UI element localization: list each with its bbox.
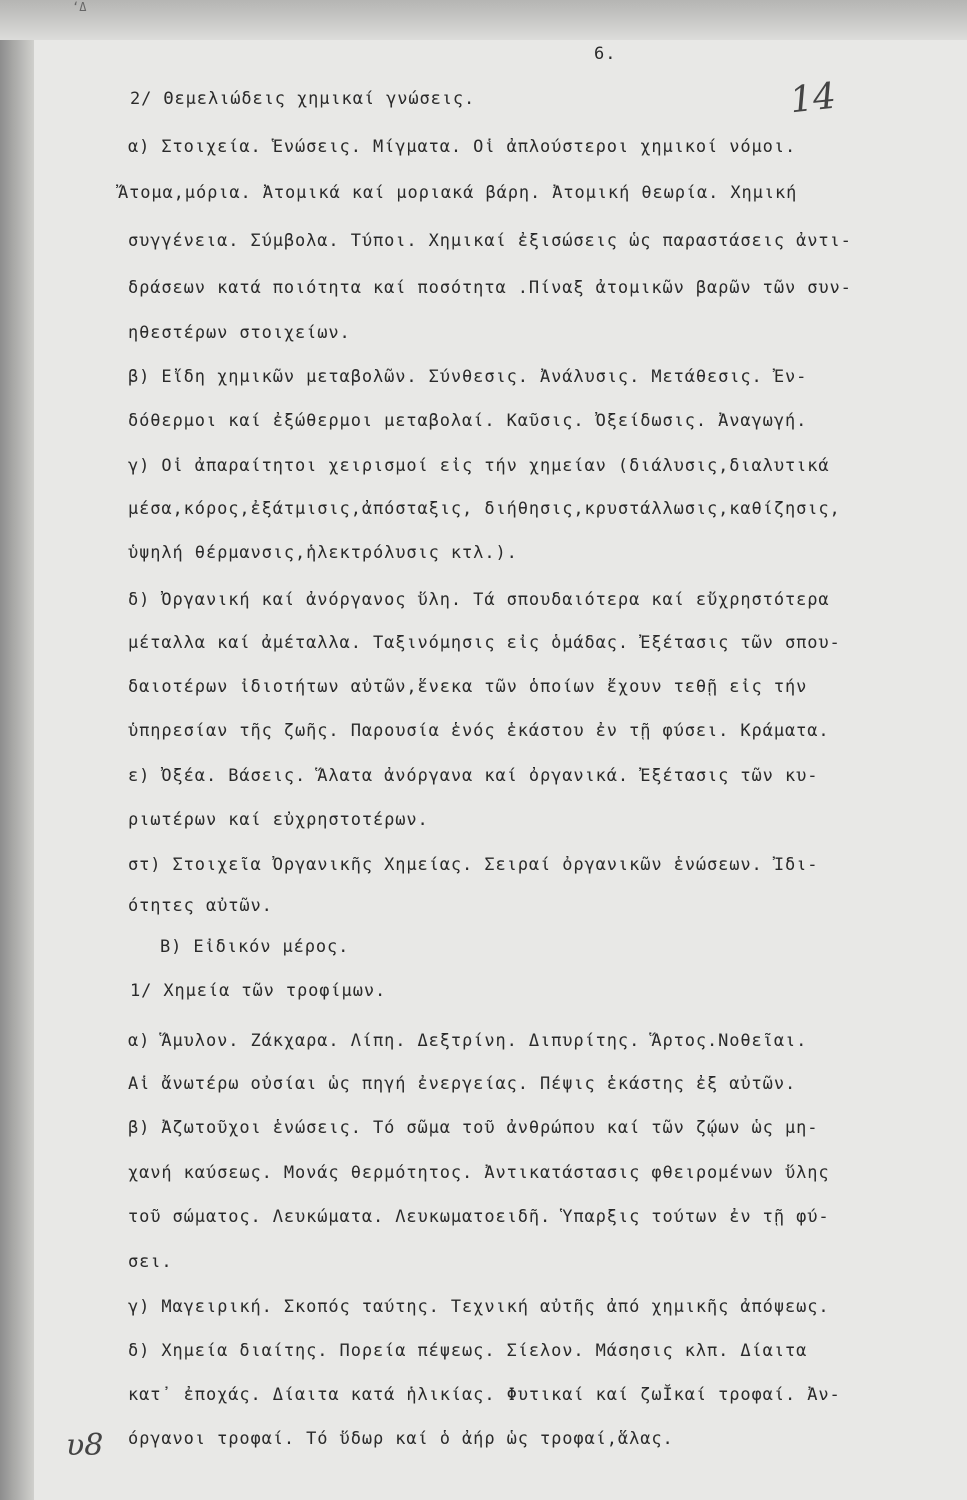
text-line: ηθεστέρων στοιχείων. [128,323,351,343]
text-line: τοῦ σώματος. Λευκώματα. Λευκωματοειδῆ. Ὑπαρξις τούτων ἐν τῇ φύ- [128,1207,830,1227]
text-line: α) Στοιχεία. Ἑνώσεις. Μίγματα. Οἱ ἀπλούστεροι χημικοί νόμοι. [128,137,797,157]
text-line: Β) Εἰδικόν μέρος. [160,937,350,957]
text-line: ὑψηλή θέρμανσις,ἡλεκτρόλυσις κτλ.). [128,543,518,563]
text-line: ε) Ὀξέα. Βάσεις. Ἅλατα ἀνόργανα καί ὀργανικά. Ἐξέτασις τῶν κυ- [128,766,819,786]
text-line: Ἄτομα,μόρια. Ἀτομικά καί μοριακά βάρη. Ἀτομική θεωρία. Χημική [118,183,798,203]
text-line: ριωτέρων καί εὐχρηστοτέρων. [128,810,429,830]
text-line: 2/ Θεμελιώδεις χημικαί γνώσεις. [130,89,476,109]
text-line: συγγένεια. Σύμβολα. Τύποι. Χημικαί ἐξισώσεις ὡς παραστάσεις ἀντι- [128,231,852,251]
text-line: χανή καύσεως. Μονάς θερμότητος. Ἀντικατάστασις φθειρομένων ὕλης [128,1163,830,1183]
corner-mark: ‘Δ [72,0,87,14]
text-line: β) Ἀζωτοῦχοι ἑνώσεις. Τό σῶμα τοῦ ἀνθρώπου καί τῶν ζῴων ὡς μη- [128,1118,819,1138]
text-line: μέταλλα καί ἀμέταλλα. Ταξινόμησις εἰς ὁμάδας. Ἐξέτασις τῶν σπου- [128,633,841,653]
text-line: δράσεων κατά ποιότητα καί ποσότητα .Πίναξ ἀτομικῶν βαρῶν τῶν συν- [128,278,852,298]
text-line: γ) Οἱ ἀπαραίτητοι χειρισμοί εἰς τήν χημείαν (διάλυσις,διαλυτικά [128,456,830,476]
text-line: α) Ἅμυλον. Ζάκχαρα. Λίπη. Δεξτρίνη. Διπυρίτης. Ἅρτος.Νοθεῖαι. [128,1031,808,1051]
text-line: κατ᾽ ἐποχάς. Δίαιτα κατά ἡλικίας. Φυτικαί καί ζωῘκαί τροφαί. Ἀν- [128,1385,841,1405]
text-line: δόθερμοι καί ἐξώθερμοι μεταβολαί. Καῦσις. Ὀξείδωσις. Ἀναγωγή. [128,411,808,431]
text-line: δ) Χημεία διαίτης. Πορεία πέψεως. Σίελον. Μάσησις κλπ. Δίαιτα [128,1341,808,1361]
text-line: δαιοτέρων ἰδιοτήτων αὐτῶν,ἕνεκα τῶν ὁποίων ἔχουν τεθῇ εἰς τήν [128,677,808,697]
text-line: δ) Ὀργανική καί ἀνόργανος ὕλη. Τά σπουδαιότερα καί εὔχρηστότερα [128,590,830,610]
handwritten-margin-note: υ8 [66,1428,104,1463]
page-number: 6. [594,44,617,64]
text-line: ὑπηρεσίαν τῆς ζωῆς. Παρουσία ἑνός ἑκάστου ἐν τῇ φύσει. Κράματα. [128,721,830,741]
text-line: στ) Στοιχεῖα Ὀργανικῆς Χημείας. Σειραί ὀργανικῶν ἑνώσεων. Ἰδι- [128,855,819,875]
text-line: γ) Μαγειρική. Σκοπός ταύτης. Τεχνική αὐτῆς ἀπό χημικῆς ἀπόψεως. [128,1297,830,1317]
text-line: όργανοι τροφαί. Τό ὕδωρ καί ὁ ἀήρ ὡς τροφαί,ἅλας. [128,1429,674,1449]
text-line: ότητες αὐτῶν. [128,896,273,916]
handwritten-folio-number: 14 [787,75,838,122]
text-line: μέσα,κόρος,ἐξάτμισις,ἀπόσταξις, διήθησις,κρυστάλλωσις,καθίζησις, [128,499,841,519]
text-line: σει. [128,1252,173,1272]
text-line: β) Εἴδη χημικῶν μεταβολῶν. Σύνθεσις. Ἀνάλυσις. Μετάθεσις. Ἐν- [128,367,808,387]
text-line: Αἱ ἄνωτέρω οὐσίαι ὡς πηγή ἐνεργείας. Πέψις ἑκάστης ἐξ αὐτῶν. [128,1074,797,1094]
text-line: 1/ Χημεία τῶν τροφίμων. [130,981,387,1001]
